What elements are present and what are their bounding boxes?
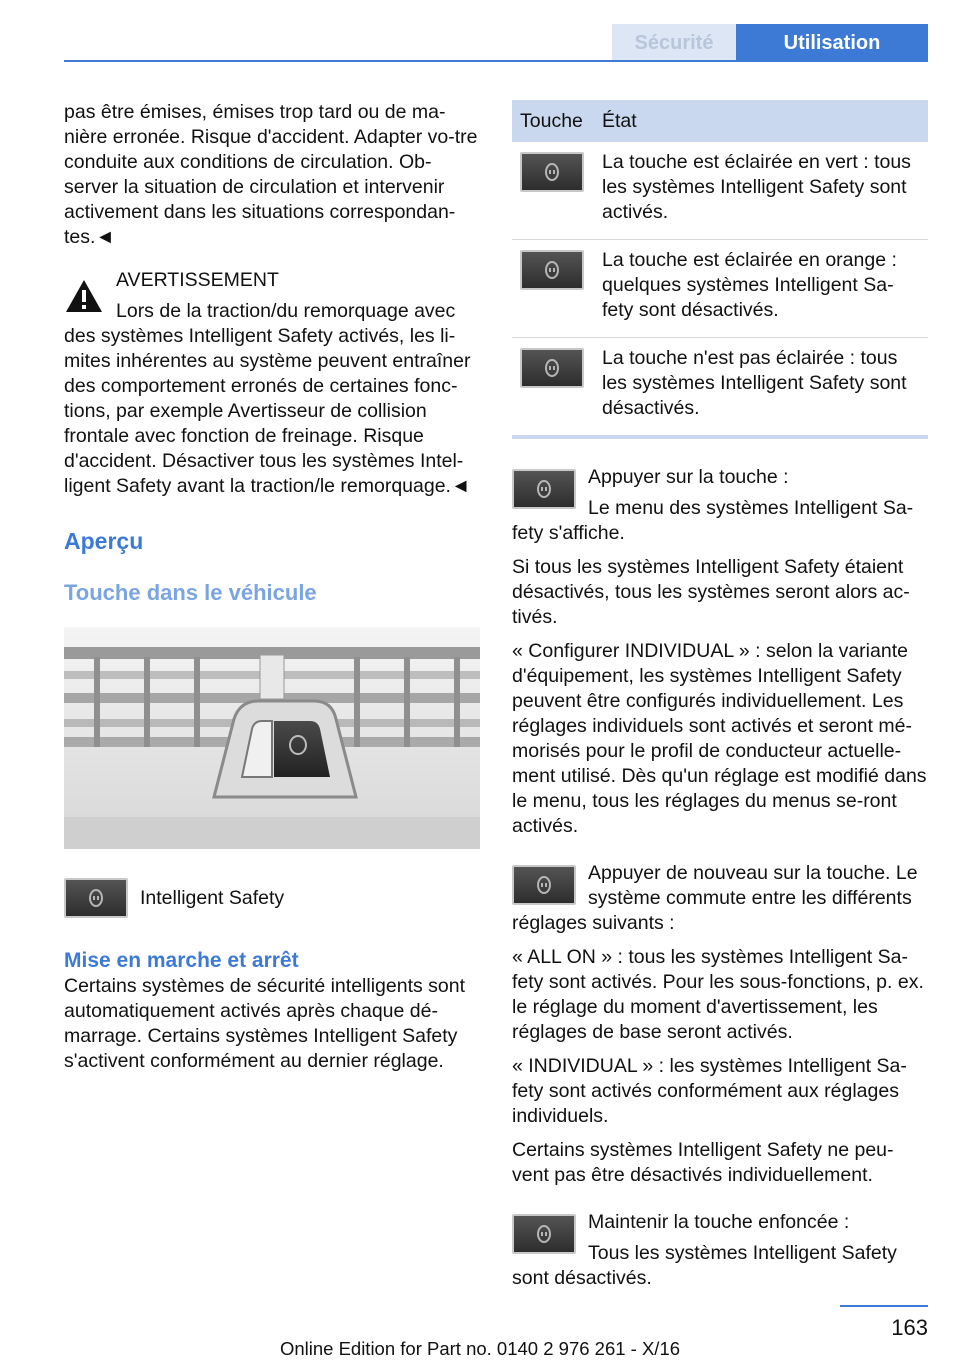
warning-text-first: Lors de la traction/du remorquage avec (116, 300, 456, 322)
press-again-text: Appuyer de nouveau sur la touche. Le système commute entre les différents réglages suivants : (512, 862, 918, 934)
some-systems-text: Certains systèmes Intelligent Safety ne peu-vent pas être désactivés individuellement. (512, 1139, 894, 1186)
section-tab: Sécurité (612, 24, 736, 62)
all-on-text: « ALL ON » : tous les systèmes Intelligent Sa-fety sont activés. Pour les sous-fonctions, p. ex. le réglage du moment d'avertissement, les réglages de base seront activés. (512, 946, 924, 1043)
table-header-key: Touche (512, 100, 594, 142)
configure-individual-text: « Configurer INDIVIDUAL » : selon la variante d'équipement, les systèmes Intelligent Safety peuvent être configurés individuellement. Les réglages individuels sont activés et seront mé-morisés pour le profil de conducteur actuelle-ment utilisé. Dès qu'un réglage est modifié dans le menu, tous les réglages du menus se-ront activés. (512, 640, 927, 837)
state-description: La touche est éclairée en orange : quelques systèmes Intelligent Sa-fety sont désactivés. (594, 240, 928, 338)
dashboard-button-photo (64, 627, 480, 849)
table-row (512, 338, 928, 436)
on-off-text: Certains systèmes de sécurité intelligents sont automatiquement activés après chaque dé-marrage. Certains systèmes Intelligent Safety s'activent conformément au dernier réglage. (64, 975, 466, 1072)
press-title: Appuyer sur la touche : (588, 466, 789, 488)
hold-block (512, 1210, 928, 1291)
chapter-tab: Utilisation (736, 24, 928, 62)
intelligent-safety-button-icon (520, 348, 584, 388)
warning-text: des systèmes Intelligent Safety activés, les li-mites inhérentes au système peuvent entraîner des comportement erronés de certaines fonc-tions, par exemple Avertisseur de collision frontale avec fonction de freinage. Risque d'accident. Désactiver tous les systèmes Intel-ligent Safety avant la traction/le remorquage.◄ (64, 325, 471, 497)
press-again-block (512, 861, 928, 936)
heading-button-in-vehicle: Touche dans le véhicule (64, 580, 317, 605)
header-rule (64, 60, 928, 62)
heading-on-off: Mise en marche et arrêt (64, 949, 299, 972)
warning-triangle-icon (64, 278, 104, 314)
all-off-text: Si tous les systèmes Intelligent Safety étaient désactivés, tous les systèmes seront alors ac-tivés. (512, 556, 910, 628)
intelligent-safety-button-icon (520, 152, 584, 192)
intro-text: pas être émises, émises trop tard ou de ma-nière erronée. Risque d'accident. Adapter vo-tre conduite aux conditions de circulation. Ob-server la situation de circulation et intervenir activement dans les situations correspondan-tes.◄ (64, 101, 478, 248)
left-column (64, 100, 480, 1084)
warning-block (64, 268, 480, 499)
edition-footer: Online Edition for Part no. 0140 2 976 261 - X/16 (279, 1338, 681, 1359)
intelligent-safety-button-icon (512, 865, 576, 905)
intelligent-safety-button-icon (512, 469, 576, 509)
table-row (512, 240, 928, 338)
page-number: 163 (891, 1315, 928, 1340)
hold-text: Tous les systèmes Intelligent Safety sont désactivés. (512, 1242, 897, 1289)
right-column (512, 100, 928, 1300)
intelligent-safety-button-icon (64, 878, 128, 918)
heading-overview: Aperçu (64, 528, 144, 554)
table-row (512, 142, 928, 240)
individual-text: « INDIVIDUAL » : les systèmes Intelligent Sa-fety sont activés conformément aux réglages individuels. (512, 1055, 907, 1127)
state-description: La touche n'est pas éclairée : tous les systèmes Intelligent Safety sont désactivés. (602, 347, 907, 419)
table-header-state: État (594, 100, 928, 142)
intelligent-safety-button-icon (520, 250, 584, 290)
button-state-table (512, 100, 928, 435)
press-text: Le menu des systèmes Intelligent Sa-fety s'affiche. (512, 497, 914, 544)
table-bottom-rule (512, 435, 928, 439)
state-description: La touche est éclairée en vert : tous les systèmes Intelligent Safety sont activés. (594, 142, 928, 240)
warning-title: AVERTISSEMENT (116, 269, 279, 291)
intelligent-safety-button-icon (512, 1214, 576, 1254)
hold-title: Maintenir la touche enfoncée : (588, 1211, 850, 1233)
footer-rule (840, 1305, 928, 1307)
button-label: Intelligent Safety (140, 887, 285, 909)
press-block (512, 465, 928, 546)
button-legend-row (64, 878, 480, 918)
